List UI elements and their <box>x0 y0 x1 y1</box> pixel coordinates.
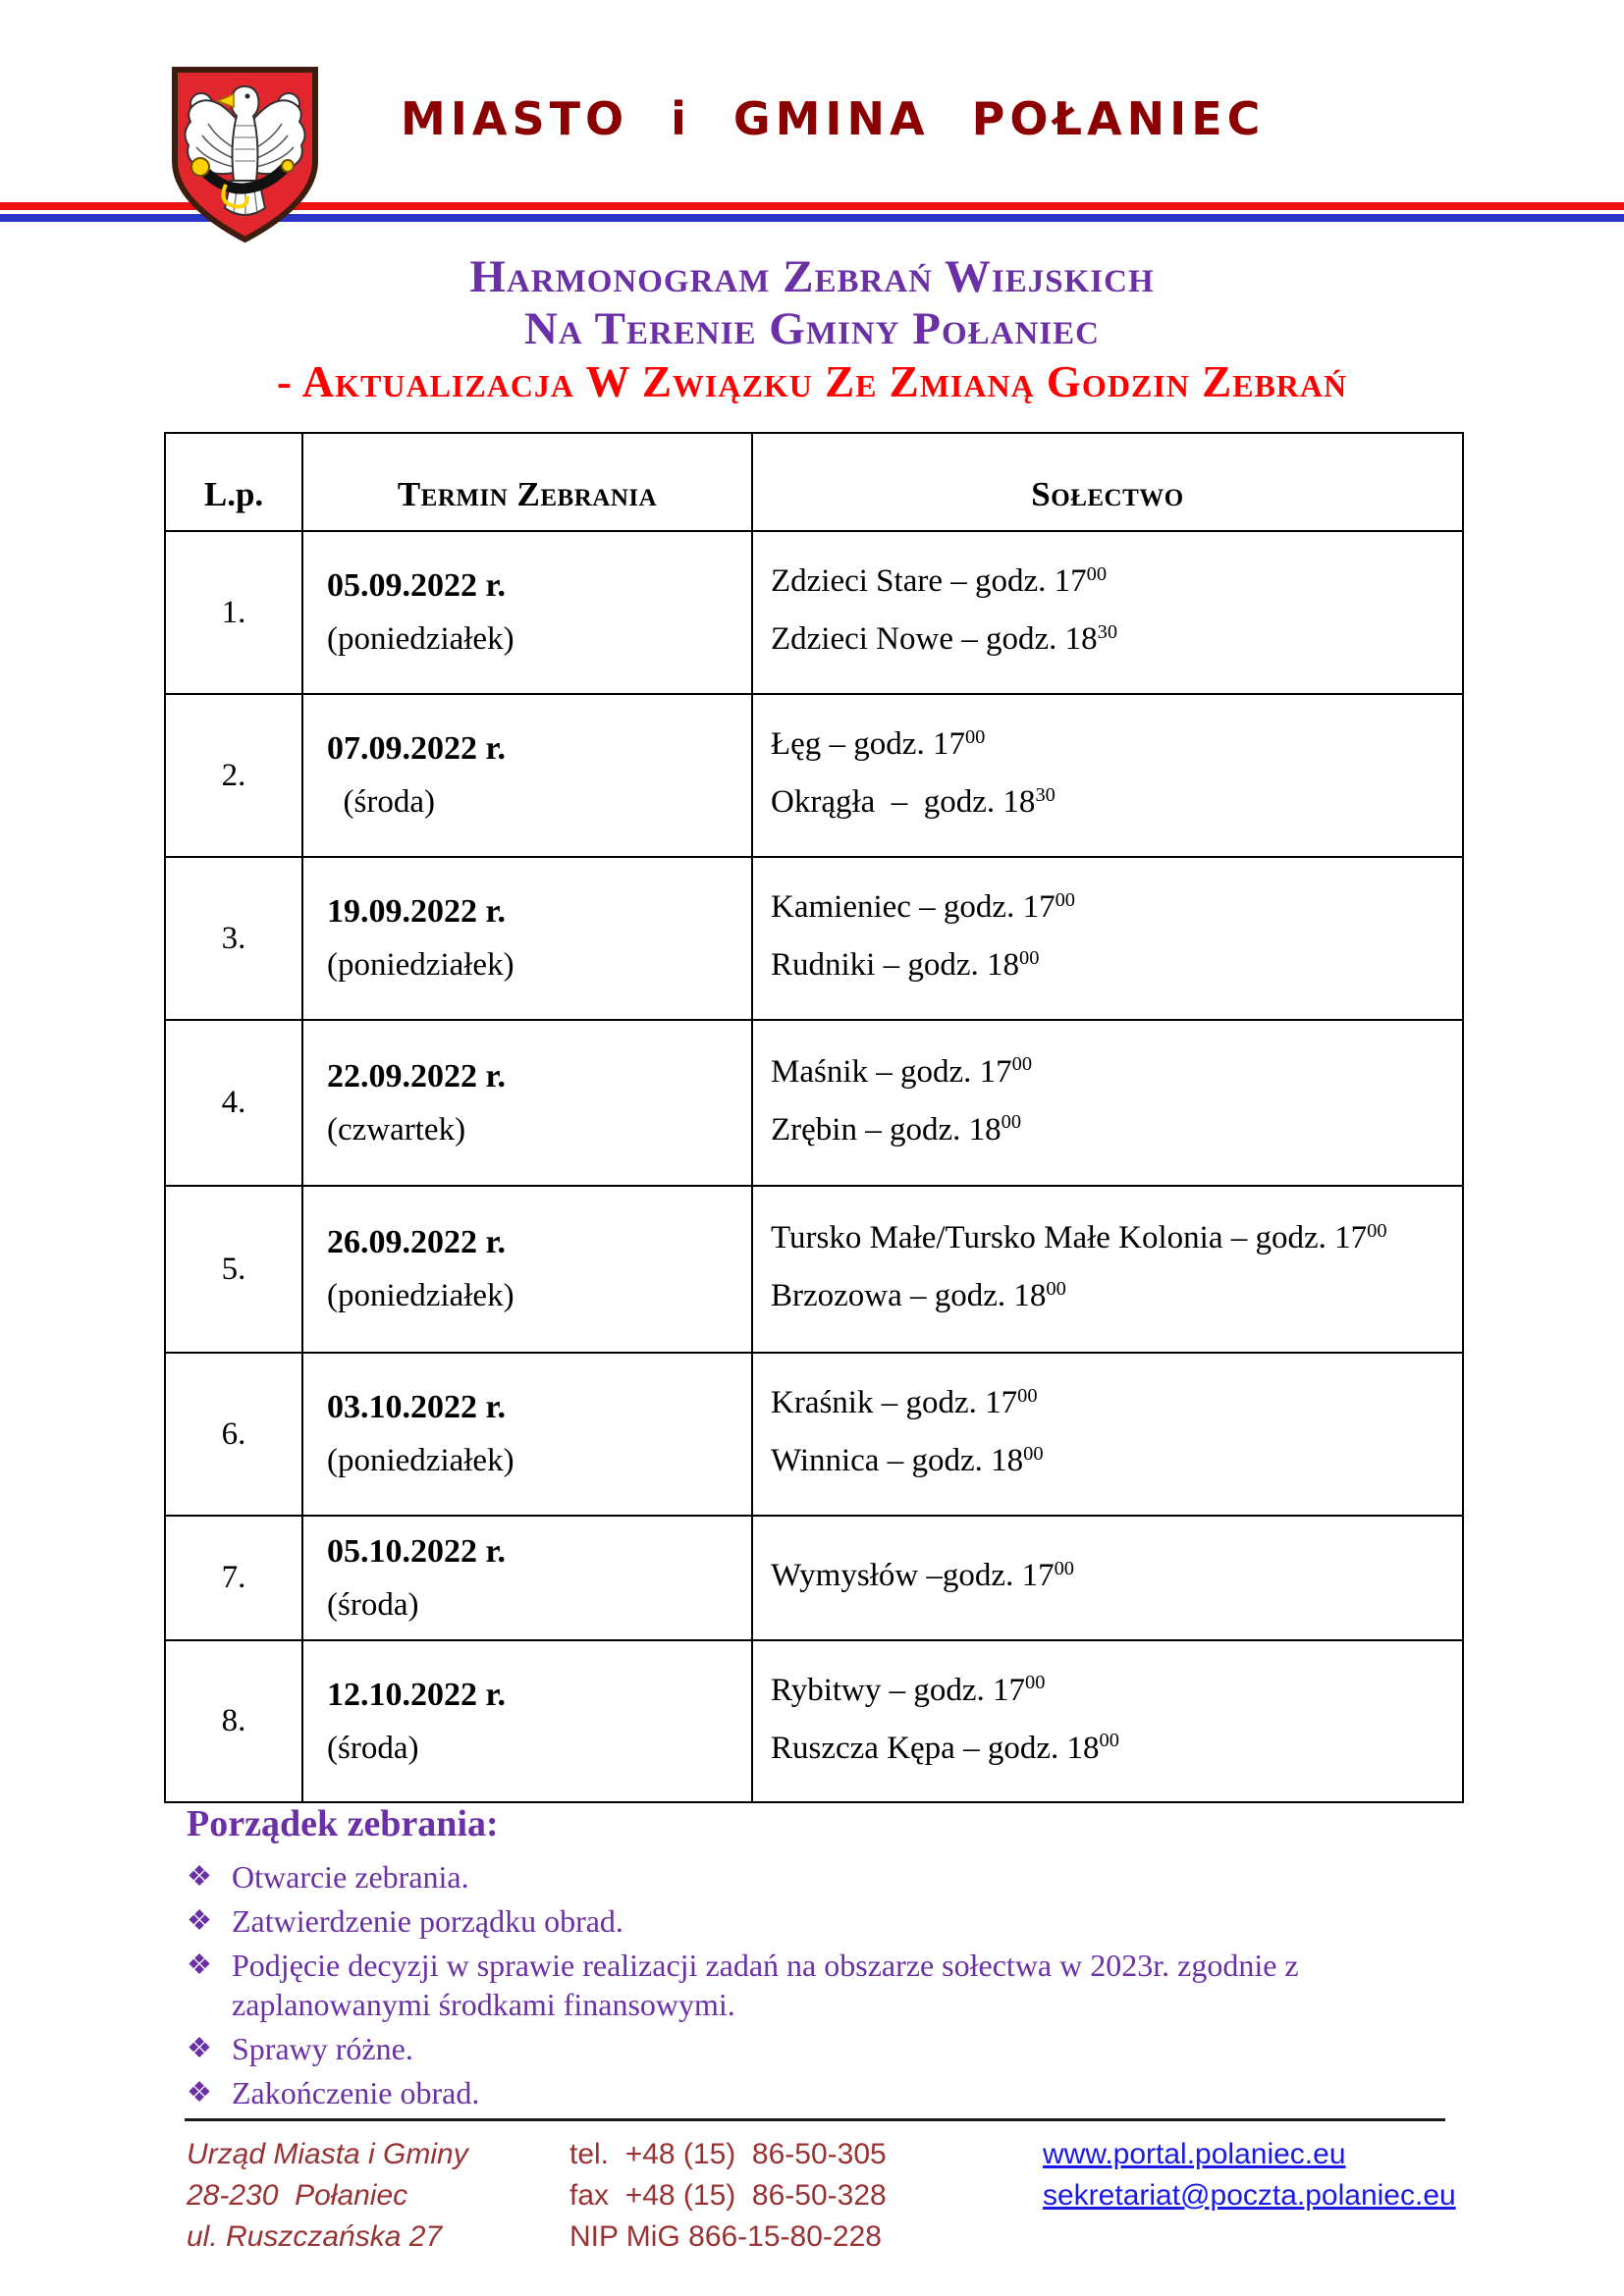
meeting-entry <box>771 1722 1461 1780</box>
row-date-cell <box>302 531 752 694</box>
row-date-cell <box>302 1353 752 1516</box>
diamond-bullet-icon: ❖ <box>187 2077 212 2109</box>
row-number: 4. <box>165 1020 302 1186</box>
row-number: 3. <box>165 857 302 1020</box>
meeting-minutes-superscript: 00 <box>1017 1384 1038 1407</box>
row-number: 7. <box>165 1516 302 1640</box>
row-date-cell <box>302 1516 752 1640</box>
col-header-solectwo: Sołectwo <box>752 433 1463 531</box>
meeting-weekday: (poniedziałek) <box>327 947 514 983</box>
meeting-place-time: Rybitwy – godz. 17 <box>771 1672 1026 1708</box>
meeting-date: 12.10.2022 r. <box>327 1676 506 1713</box>
diamond-bullet-icon: ❖ <box>187 1905 212 1937</box>
meeting-place-time: Zdzieci Stare – godz. 17 <box>771 563 1087 599</box>
meeting-date: 19.09.2022 r. <box>327 893 506 930</box>
meeting-weekday: (środa) <box>327 784 435 820</box>
row-date-cell <box>302 1186 752 1353</box>
link-portal[interactable]: www.portal.polaniec.eu <box>1043 2138 1346 2170</box>
table-row <box>165 531 1463 694</box>
row-solectwo-cell <box>752 531 1463 694</box>
row-number: 6. <box>165 1353 302 1516</box>
table-row <box>165 1516 1463 1640</box>
meeting-minutes-superscript: 30 <box>1097 620 1118 643</box>
agenda-list <box>187 1857 1443 2117</box>
footer-contact <box>569 2134 887 2258</box>
title-line-2: Na Terenie Gminy Połaniec <box>523 303 1100 354</box>
meeting-minutes-superscript: 00 <box>1019 946 1040 969</box>
meeting-place-time: Brzozowa – godz. 18 <box>771 1278 1047 1313</box>
table-row <box>165 694 1463 857</box>
row-date-cell <box>302 694 752 857</box>
diamond-bullet-icon: ❖ <box>187 1861 212 1893</box>
meeting-entry <box>771 718 1461 775</box>
meeting-date: 07.09.2022 r. <box>327 730 506 767</box>
polaniec-eagle-icon <box>169 65 321 247</box>
meeting-date: 03.10.2022 r. <box>327 1389 506 1425</box>
footer-contact-line: fax +48 (15) 86-50-328 <box>569 2179 887 2212</box>
link-email[interactable]: sekretariat@poczta.polaniec.eu <box>1043 2179 1456 2212</box>
meeting-place-time: Kraśnik – godz. 17 <box>771 1385 1018 1420</box>
meeting-entry <box>771 881 1461 938</box>
meeting-minutes-superscript: 00 <box>1011 1053 1033 1076</box>
row-solectwo-cell <box>752 694 1463 857</box>
diamond-bullet-icon: ❖ <box>187 2033 212 2064</box>
meeting-date: 22.09.2022 r. <box>327 1057 506 1095</box>
meeting-weekday: (poniedziałek) <box>327 1443 514 1478</box>
meeting-place-time: Zrębin – godz. 18 <box>771 1111 1001 1148</box>
footer-address-line: ul. Ruszczańska 27 <box>187 2220 443 2253</box>
meeting-weekday: (poniedziałek) <box>327 621 514 657</box>
agenda-item <box>187 2029 1443 2068</box>
meeting-minutes-superscript: 00 <box>1001 1111 1022 1134</box>
meeting-entry <box>771 1434 1461 1492</box>
meeting-entry <box>771 1664 1461 1722</box>
table-row <box>165 1020 1463 1186</box>
title-line-3: - Aktualizacja W Związku Ze Zmianą Godzin Zebrań <box>276 357 1348 406</box>
meeting-entry <box>771 1045 1461 1103</box>
meeting-entry <box>771 555 1461 613</box>
meeting-minutes-superscript: 00 <box>1025 1672 1046 1694</box>
meeting-minutes-superscript: 00 <box>1023 1442 1044 1465</box>
row-date-cell <box>302 1640 752 1802</box>
row-solectwo-cell <box>752 1186 1463 1353</box>
row-date-cell <box>302 1020 752 1186</box>
meeting-place-time: Łęg – godz. 17 <box>771 726 965 762</box>
row-solectwo-cell <box>752 1353 1463 1516</box>
meeting-weekday: (poniedziałek) <box>327 1278 514 1313</box>
meeting-date: 05.10.2022 r. <box>327 1532 506 1570</box>
meeting-entry <box>771 1549 1461 1607</box>
meeting-entry <box>771 1211 1461 1269</box>
col-header-termin: Termin Zebrania <box>302 433 752 531</box>
meeting-entry <box>771 613 1461 670</box>
agenda-item-text: Otwarcie zebrania. <box>232 1859 469 1895</box>
table-row <box>165 1353 1463 1516</box>
footer-divider <box>185 2118 1445 2121</box>
meeting-weekday: (środa) <box>327 1730 419 1766</box>
meeting-date: 05.09.2022 r. <box>327 567 506 604</box>
meeting-place-time: Wymysłów –godz. 17 <box>771 1558 1055 1593</box>
row-number: 8. <box>165 1640 302 1802</box>
footer-contact-line: tel. +48 (15) 86-50-305 <box>569 2138 887 2170</box>
agenda-item <box>187 2073 1443 2112</box>
row-number: 2. <box>165 694 302 857</box>
meeting-entry <box>771 1269 1461 1327</box>
meeting-minutes-superscript: 00 <box>1367 1219 1387 1242</box>
agenda-item-text: Zatwierdzenie porządku obrad. <box>232 1903 623 1939</box>
table-row <box>165 857 1463 1020</box>
meeting-place-time: Ruszcza Kępa – godz. 18 <box>771 1730 1100 1766</box>
meeting-minutes-superscript: 00 <box>1099 1730 1119 1752</box>
meeting-minutes-superscript: 00 <box>964 725 986 748</box>
meeting-place-time: Kamieniec – godz. 17 <box>771 889 1056 925</box>
row-date-cell <box>302 857 752 1020</box>
meeting-minutes-superscript: 00 <box>1086 562 1108 585</box>
meeting-place-time: Okrągła – godz. 18 <box>771 784 1036 820</box>
meeting-minutes-superscript: 00 <box>1054 1557 1075 1579</box>
meeting-weekday: (czwartek) <box>327 1111 466 1148</box>
table-header-row <box>165 433 1463 531</box>
meeting-entry <box>771 938 1461 996</box>
row-solectwo-cell <box>752 1640 1463 1802</box>
footer-address-line: 28-230 Połaniec <box>187 2179 408 2212</box>
document-title <box>0 251 1624 406</box>
table-row <box>165 1186 1463 1353</box>
meeting-place-time: Maśnik – godz. 17 <box>771 1053 1012 1090</box>
schedule-table <box>164 432 1464 1803</box>
row-solectwo-cell <box>752 857 1463 1020</box>
footer-links <box>1043 2134 1456 2216</box>
footer-contact-line: NIP MiG 866-15-80-228 <box>569 2220 882 2253</box>
agenda-item <box>187 1901 1443 1941</box>
agenda-item <box>187 1857 1443 1896</box>
row-solectwo-cell <box>752 1516 1463 1640</box>
title-line-1: Harmonogram Zebrań Wiejskich <box>469 251 1155 302</box>
row-number: 1. <box>165 531 302 694</box>
table-row <box>165 1640 1463 1802</box>
meeting-place-time: Rudniki – godz. 18 <box>771 947 1019 983</box>
agenda-item-text: Sprawy różne. <box>232 2031 413 2066</box>
meeting-date: 26.09.2022 r. <box>327 1224 506 1260</box>
meeting-place-time: Zdzieci Nowe – godz. 18 <box>771 621 1098 657</box>
row-solectwo-cell <box>752 1020 1463 1186</box>
meeting-entry <box>771 1103 1461 1161</box>
agenda-item <box>187 1946 1443 2024</box>
diamond-bullet-icon: ❖ <box>187 1949 212 1981</box>
meeting-minutes-superscript: 30 <box>1035 783 1056 806</box>
agenda-item-text: Podjęcie decyzji w sprawie realizacji zadań na obszarze sołectwa w 2023r. zgodnie z zaplanowanymi środkami finansowymi. <box>232 1948 1299 2022</box>
meeting-minutes-superscript: 00 <box>1055 888 1076 911</box>
meeting-minutes-superscript: 00 <box>1046 1277 1066 1300</box>
agenda-heading: Porządek zebrania: <box>187 1803 499 1844</box>
meeting-place-time: Tursko Małe/Tursko Małe Kolonia – godz. 17 <box>771 1220 1368 1255</box>
meeting-place-time: Winnica – godz. 18 <box>771 1443 1024 1478</box>
org-title: MIASTO i GMINA POŁANIEC <box>401 92 1266 145</box>
agenda-item-text: Zakończenie obrad. <box>232 2075 480 2110</box>
meeting-entry <box>771 775 1461 833</box>
coat-of-arms <box>169 65 321 247</box>
footer-address <box>187 2134 468 2258</box>
footer-address-line: Urząd Miasta i Gminy <box>187 2138 468 2170</box>
col-header-lp: L.p. <box>165 433 302 531</box>
meeting-entry <box>771 1376 1461 1434</box>
row-number: 5. <box>165 1186 302 1353</box>
meeting-weekday: (środa) <box>327 1586 419 1623</box>
